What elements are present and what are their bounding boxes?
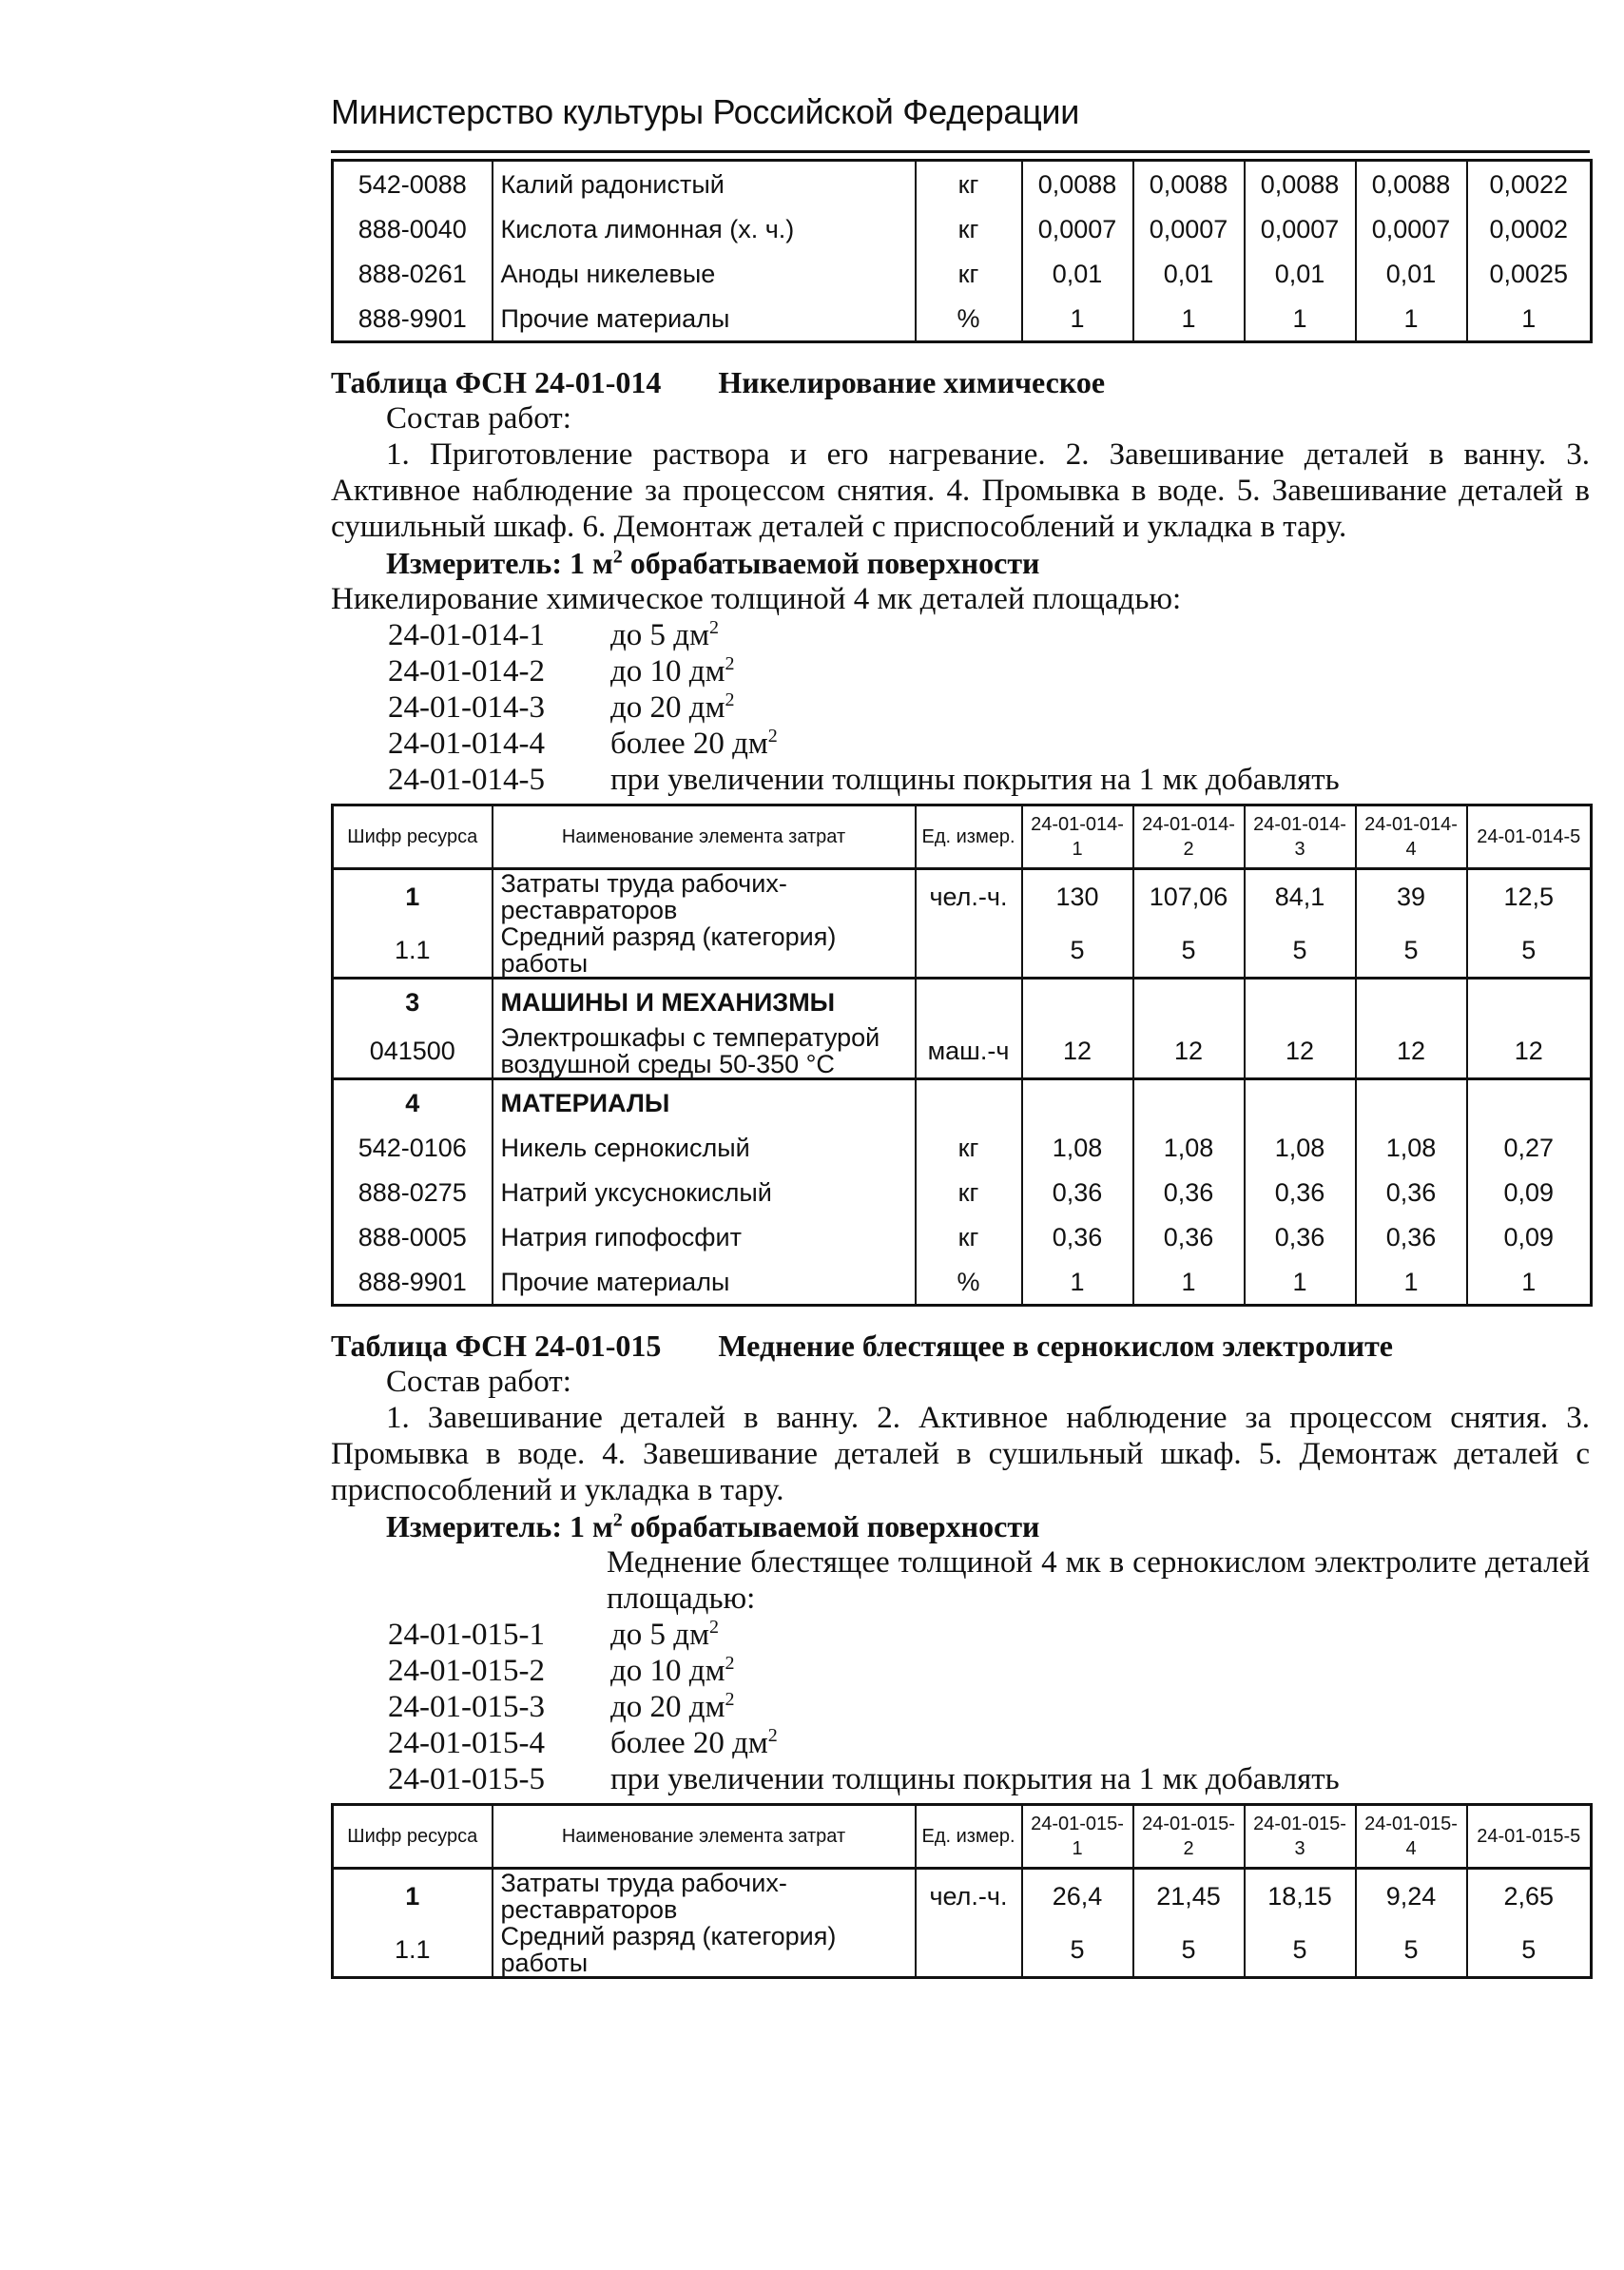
norm-item-code: 24-01-014-4 (388, 727, 545, 761)
header-norm-code: 24-01-014-4 (1356, 805, 1467, 869)
norm-item (331, 1653, 1590, 1689)
norm-item (331, 653, 1590, 689)
cost-element-cell: Натрий уксуснокислый (493, 1170, 916, 1214)
value-cell: 0,36 (1245, 1214, 1356, 1259)
value-cell: 1,08 (1245, 1125, 1356, 1170)
unit-cell: чел.-ч. (916, 869, 1022, 924)
norm-item-code: 24-01-015-4 (388, 1726, 545, 1760)
table-header-row (333, 805, 1592, 869)
value-cell: 0,0007 (1356, 206, 1467, 251)
value-cell: 0,01 (1133, 251, 1245, 296)
table-row (333, 1079, 1592, 1126)
value-cell: 1,08 (1356, 1125, 1467, 1170)
norm-item-code: 24-01-014-5 (388, 763, 545, 797)
cost-element-cell: Прочие материалы (493, 296, 916, 342)
value-cell (1133, 1079, 1245, 1126)
table-row (333, 1259, 1592, 1306)
table-14-composition-text: 1. Приготовление раствора и его нагревание. 2. Завешивание деталей в ванну. 3. Активное наблюдение за процессом снятия. 4. Промывка в воде. 5. Завешивание деталей в сушильный шкаф. 6. Демонтаж деталей с приспособлений и укладка в тару. (331, 437, 1590, 544)
header-rule (331, 150, 1590, 153)
resource-code-cell: 1.1 (333, 923, 493, 979)
value-cell: 1 (1245, 296, 1356, 342)
value-cell: 9,24 (1356, 1869, 1467, 1924)
norm-item-sup: 2 (725, 1689, 735, 1710)
value-cell: 0,36 (1245, 1170, 1356, 1214)
value-cell: 5 (1245, 1923, 1356, 1978)
value-cell (1467, 979, 1592, 1025)
value-cell: 0,0088 (1245, 161, 1356, 207)
norm-item-code: 24-01-014-2 (388, 654, 545, 689)
table-15 (331, 1803, 1593, 1979)
value-cell: 18,15 (1245, 1869, 1356, 1924)
value-cell: 0,0088 (1022, 161, 1133, 207)
value-cell: 5 (1022, 923, 1133, 979)
header-unit: Ед. измер. (916, 1805, 1022, 1869)
norm-item-sup: 2 (725, 689, 735, 710)
value-cell: 12,5 (1467, 869, 1592, 924)
resource-code-cell: 888-0275 (333, 1170, 493, 1214)
unit-cell: маш.-ч (916, 1024, 1022, 1079)
norm-item-text: до 10 дм (610, 654, 725, 689)
value-cell: 5 (1022, 1923, 1133, 1978)
unit-cell: % (916, 1259, 1022, 1306)
unit-cell: кг (916, 206, 1022, 251)
norm-item-text: до 10 дм (610, 1654, 725, 1688)
norm-item-sup: 2 (767, 1725, 778, 1746)
table-14-composition-label: Состав работ: (386, 401, 571, 436)
value-cell: 1 (1467, 1259, 1592, 1306)
header-code: Шифр ресурса (333, 1805, 493, 1869)
cost-element-cell: Кислота лимонная (х. ч.) (493, 206, 916, 251)
resource-code-cell: 4 (333, 1079, 493, 1126)
value-cell: 39 (1356, 869, 1467, 924)
value-cell: 12 (1133, 1024, 1245, 1079)
value-cell: 0,0088 (1356, 161, 1467, 207)
value-cell: 1 (1245, 1259, 1356, 1306)
value-cell: 1 (1356, 1259, 1467, 1306)
table-15-title: Таблица ФСН 24-01-015 Меднение блестящее в сернокислом электролите (331, 1329, 1393, 1363)
table-14-intro: Никелирование химическое толщиной 4 мк деталей площадью: (331, 582, 1182, 616)
value-cell (1022, 1079, 1133, 1126)
unit-cell (916, 979, 1022, 1025)
resource-code-cell: 542-0088 (333, 161, 493, 207)
table-row (333, 979, 1592, 1025)
norm-item-sup: 2 (708, 617, 719, 638)
norm-item-code: 24-01-015-5 (388, 1762, 545, 1796)
table-row (333, 161, 1592, 207)
header-norm-code: 24-01-015-3 (1245, 1805, 1356, 1869)
value-cell: 5 (1467, 1923, 1592, 1978)
resource-code-cell: 888-0040 (333, 206, 493, 251)
table-14-items (331, 617, 1590, 798)
resource-code-cell: 041500 (333, 1024, 493, 1079)
value-cell: 0,36 (1356, 1214, 1467, 1259)
value-cell: 12 (1356, 1024, 1467, 1079)
value-cell: 5 (1467, 923, 1592, 979)
value-cell: 0,36 (1022, 1214, 1133, 1259)
table-row (333, 1869, 1592, 1924)
norm-item-sup: 2 (725, 1653, 735, 1674)
value-cell: 1 (1022, 1259, 1133, 1306)
cost-element-cell: Калий радонистый (493, 161, 916, 207)
norm-item-text: до 5 дм (610, 1618, 709, 1652)
value-cell: 0,09 (1467, 1214, 1592, 1259)
table-15-composition-text: 1. Завешивание деталей в ванну. 2. Активное наблюдение за процессом снятия. 3. Промывка в воде. 4. Завешивание деталей в сушильный шкаф. 5. Демонтаж деталей с приспособлений и укладка в тару. (331, 1401, 1590, 1507)
page-header: Министерство культуры Российской Федерации (331, 92, 1080, 131)
value-cell: 0,09 (1467, 1170, 1592, 1214)
unit-cell (916, 1079, 1022, 1126)
value-cell: 1,08 (1022, 1125, 1133, 1170)
unit-cell: чел.-ч. (916, 1869, 1022, 1924)
value-cell: 1 (1133, 1259, 1245, 1306)
header-norm-code: 24-01-014-3 (1245, 805, 1356, 869)
cost-element-cell: Прочие материалы (493, 1259, 916, 1306)
value-cell: 12 (1245, 1024, 1356, 1079)
table-header-row (333, 1805, 1592, 1869)
value-cell: 84,1 (1245, 869, 1356, 924)
value-cell: 1 (1133, 296, 1245, 342)
unit-cell (916, 1923, 1022, 1978)
value-cell (1245, 1079, 1356, 1126)
resource-code-cell: 542-0106 (333, 1125, 493, 1170)
value-cell: 0,0025 (1467, 251, 1592, 296)
cost-element-cell: Средний разряд (категория) работы (493, 923, 916, 979)
header-norm-code: 24-01-014-2 (1133, 805, 1245, 869)
value-cell: 1 (1467, 296, 1592, 342)
value-cell: 0,0007 (1245, 206, 1356, 251)
norm-item-code: 24-01-014-3 (388, 690, 545, 725)
value-cell: 5 (1245, 923, 1356, 979)
table-row (333, 923, 1592, 979)
table-14 (331, 804, 1593, 1307)
table-15-intro: Меднение блестящее толщиной 4 мк в сернокислом электролите деталей площадью: (607, 1545, 1590, 1616)
header-norm-code: 24-01-015-2 (1133, 1805, 1245, 1869)
value-cell: 0,01 (1245, 251, 1356, 296)
table-row (333, 251, 1592, 296)
norm-item (331, 1617, 1590, 1653)
norm-item-code: 24-01-015-3 (388, 1690, 545, 1724)
value-cell: 12 (1467, 1024, 1592, 1079)
norm-item (331, 689, 1590, 726)
norm-item (331, 1689, 1590, 1725)
norm-item (331, 726, 1590, 762)
header-name: Наименование элемента затрат (493, 805, 916, 869)
norm-item-code: 24-01-015-1 (388, 1618, 545, 1652)
header-norm-code: 24-01-014-5 (1467, 805, 1592, 869)
value-cell: 21,45 (1133, 1869, 1245, 1924)
value-cell (1356, 979, 1467, 1025)
norm-item-text: более 20 дм (610, 1726, 768, 1760)
value-cell: 0,0007 (1133, 206, 1245, 251)
table-row (333, 1170, 1592, 1214)
value-cell: 0,0022 (1467, 161, 1592, 207)
norm-item-text: при увеличении толщины покрытия на 1 мк добавлять (610, 1762, 1340, 1796)
resource-code-cell: 1 (333, 869, 493, 924)
cost-element-cell: Аноды никелевые (493, 251, 916, 296)
cost-element-cell: МАШИНЫ И МЕХАНИЗМЫ (493, 979, 916, 1025)
norm-item-text: до 20 дм (610, 1690, 725, 1724)
value-cell: 0,0007 (1022, 206, 1133, 251)
norm-item-code: 24-01-014-1 (388, 618, 545, 652)
cost-element-cell: Затраты труда рабочих-реставраторов (493, 869, 916, 924)
value-cell: 12 (1022, 1024, 1133, 1079)
unit-cell: кг (916, 161, 1022, 207)
norm-item-text: более 20 дм (610, 727, 768, 761)
resource-code-cell: 888-0261 (333, 251, 493, 296)
cost-element-cell: Затраты труда рабочих-реставраторов (493, 1869, 916, 1924)
header-norm-code: 24-01-014-1 (1022, 805, 1133, 869)
value-cell: 5 (1356, 1923, 1467, 1978)
value-cell: 1 (1022, 296, 1133, 342)
norm-item-sup: 2 (725, 653, 735, 674)
value-cell: 0,27 (1467, 1125, 1592, 1170)
table-row (333, 206, 1592, 251)
value-cell: 130 (1022, 869, 1133, 924)
resource-code-cell: 888-9901 (333, 296, 493, 342)
resource-code-cell: 888-0005 (333, 1214, 493, 1259)
header-unit: Ед. измер. (916, 805, 1022, 869)
norm-item-text: при увеличении толщины покрытия на 1 мк добавлять (610, 763, 1340, 797)
table-row (333, 296, 1592, 342)
norm-item (331, 1761, 1590, 1797)
table-row (333, 1214, 1592, 1259)
table-15-meter: Измеритель: 1 $м^2$ обрабатываемой поверхности (386, 1509, 1040, 1543)
value-cell (1133, 979, 1245, 1025)
unit-cell (916, 923, 1022, 979)
header-code: Шифр ресурса (333, 805, 493, 869)
value-cell (1245, 979, 1356, 1025)
value-cell: 5 (1133, 1923, 1245, 1978)
cost-element-cell: МАТЕРИАЛЫ (493, 1079, 916, 1126)
unit-cell: кг (916, 251, 1022, 296)
value-cell: 0,01 (1356, 251, 1467, 296)
value-cell: 5 (1356, 923, 1467, 979)
norm-item-code: 24-01-015-2 (388, 1654, 545, 1688)
cost-element-cell: Электрошкафы с температурой воздушной среды 50-350 °С (493, 1024, 916, 1079)
resource-code-cell: 3 (333, 979, 493, 1025)
norm-item (331, 617, 1590, 653)
value-cell: 0,36 (1133, 1214, 1245, 1259)
cost-element-cell: Никель сернокислый (493, 1125, 916, 1170)
table-15-composition-label: Состав работ: (386, 1365, 571, 1399)
value-cell: 0,0002 (1467, 206, 1592, 251)
norm-item-text: до 5 дм (610, 618, 709, 652)
cost-element-cell: Натрия гипофосфит (493, 1214, 916, 1259)
value-cell (1022, 979, 1133, 1025)
unit-cell: кг (916, 1125, 1022, 1170)
norm-item-sup: 2 (767, 726, 778, 747)
resource-code-cell: 1 (333, 1869, 493, 1924)
value-cell: 26,4 (1022, 1869, 1133, 1924)
materials-table-continued (331, 159, 1593, 343)
unit-cell: кг (916, 1214, 1022, 1259)
unit-cell: кг (916, 1170, 1022, 1214)
value-cell: 1,08 (1133, 1125, 1245, 1170)
value-cell (1467, 1079, 1592, 1126)
table-row (333, 1923, 1592, 1978)
value-cell: 1 (1356, 296, 1467, 342)
resource-code-cell: 1.1 (333, 1923, 493, 1978)
unit-cell: % (916, 296, 1022, 342)
header-name: Наименование элемента затрат (493, 1805, 916, 1869)
value-cell: 107,06 (1133, 869, 1245, 924)
header-norm-code: 24-01-015-1 (1022, 1805, 1133, 1869)
table-row (333, 869, 1592, 924)
header-norm-code: 24-01-015-4 (1356, 1805, 1467, 1869)
value-cell: 5 (1133, 923, 1245, 979)
value-cell: 0,36 (1356, 1170, 1467, 1214)
value-cell: 2,65 (1467, 1869, 1592, 1924)
table-row (333, 1024, 1592, 1079)
value-cell: 0,01 (1022, 251, 1133, 296)
norm-item-sup: 2 (708, 1617, 719, 1638)
norm-item (331, 1725, 1590, 1761)
table-14-title: Таблица ФСН 24-01-014 Никелирование химическое (331, 365, 1106, 399)
value-cell: 0,36 (1133, 1170, 1245, 1214)
value-cell: 0,36 (1022, 1170, 1133, 1214)
norm-item (331, 762, 1590, 798)
table-15-items (331, 1617, 1590, 1797)
value-cell (1356, 1079, 1467, 1126)
table-row (333, 1125, 1592, 1170)
value-cell: 0,0088 (1133, 161, 1245, 207)
header-norm-code: 24-01-015-5 (1467, 1805, 1592, 1869)
document-page (331, 91, 1590, 1979)
resource-code-cell: 888-9901 (333, 1259, 493, 1306)
cost-element-cell: Средний разряд (категория) работы (493, 1923, 916, 1978)
norm-item-text: до 20 дм (610, 690, 725, 725)
table-14-meter: Измеритель: 1 $м^2$ обрабатываемой поверхности (386, 546, 1040, 580)
